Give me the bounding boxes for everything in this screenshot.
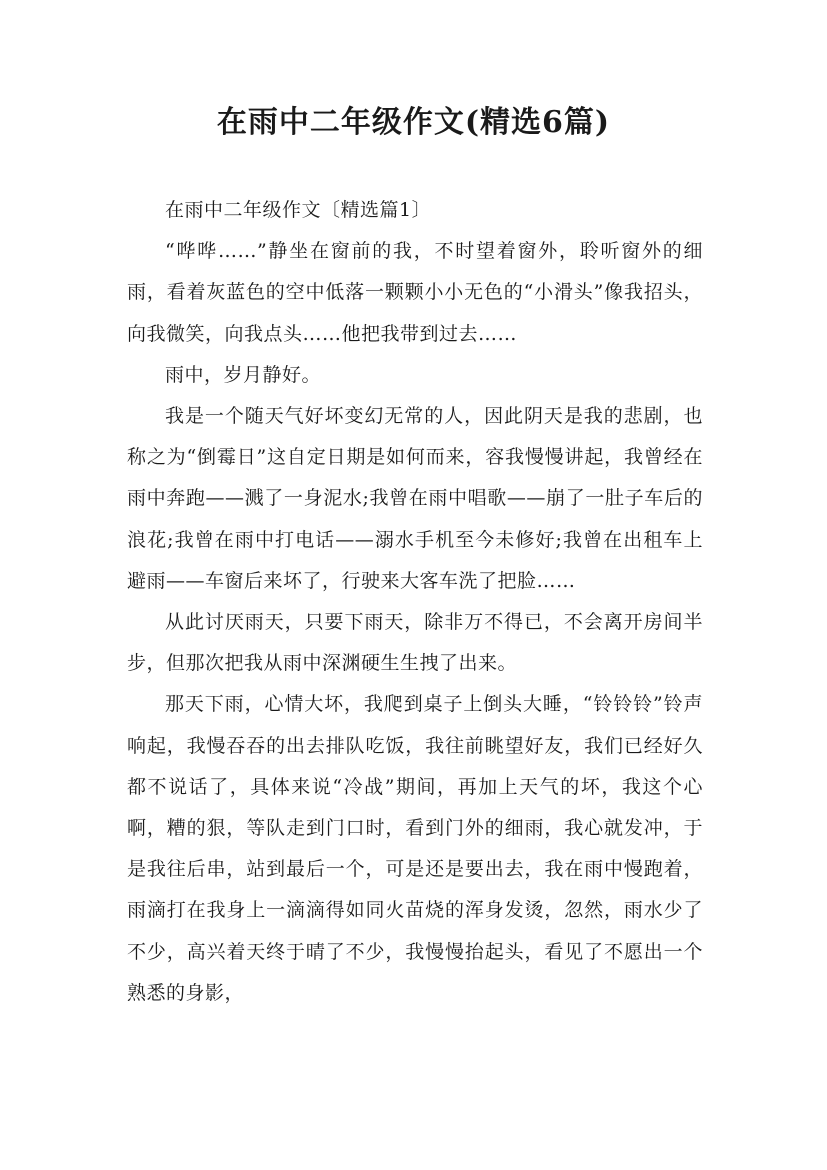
document-body: [127, 190, 703, 1014]
paragraph-5: 那天下雨，心情大坏，我爬到桌子上倒头大睡，“铃铃铃”铃声响起，我慢吞吞的出去排队吃饭，我往前眺望好友，我们已经好久都不说话了，具体来说“冷战”期间，再加上天气的坏，我这个心啊，糟的狠，等队走到门口时，看到门外的细雨，我心就发冲，于是我往后串，站到最后一个，可是还是要出去，我在雨中慢跑着，雨滴打在我身上一滴滴得如同火苗烧的浑身发烫，忽然，雨水少了不少，高兴着天终于晴了不少，我慢慢抬起头，看见了不愿出一个熟悉的身影，: [127, 693, 703, 1004]
section-heading: 在雨中二年级作文〔精选篇1〕: [165, 199, 432, 221]
paragraph-4: 从此讨厌雨天，只要下雨天，除非万不得已，不会离开房间半步，但那次把我从雨中深渊硬生生拽了出来。: [127, 611, 703, 675]
paragraph-2: 雨中，岁月静好。: [165, 363, 322, 386]
document-title: 在雨中二年级作文(精选6篇): [216, 105, 611, 140]
paragraph-3: 我是一个随天气好坏变幻无常的人，因此阴天是我的悲剧，也称之为“倒霉日”这自定日期是如何而来，容我慢慢讲起，我曾经在雨中奔跑——溅了一身泥水;我曾在雨中唱歌——崩了一肚子车后的浪花;我曾在雨中打电话——溺水手机至今未修好;我曾在出租车上避雨——车窗后来坏了，行驶来大客车洗了把脸……: [127, 405, 703, 592]
paragraph-1: “哗哗……”静坐在窗前的我，不时望着窗外，聆听窗外的细雨，看着灰蓝色的空中低落一颗颗小小无色的“小滑头”像我招头，向我微笑，向我点头……他把我带到过去……: [127, 240, 703, 345]
